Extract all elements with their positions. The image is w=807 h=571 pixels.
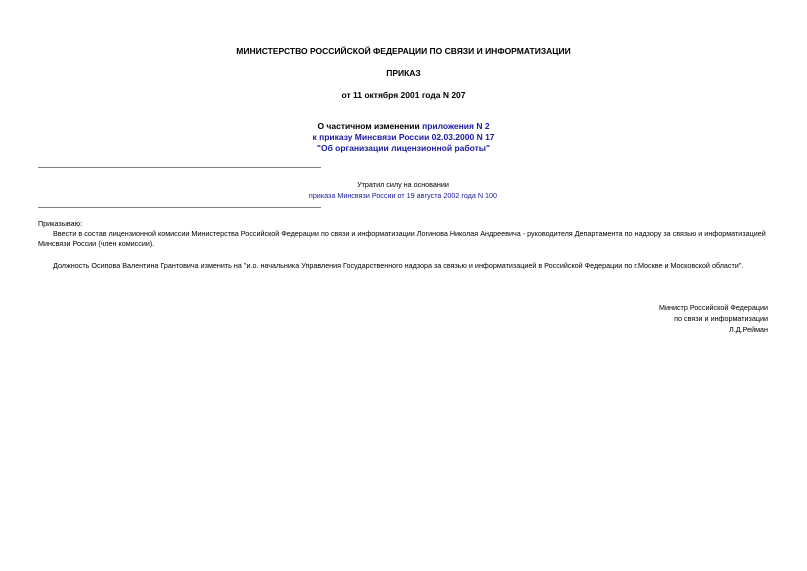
signature-title-line-1: Министр Российской Федерации <box>658 303 768 312</box>
signature-name: Л.Д.Рейман <box>729 325 768 334</box>
paragraph-2-text: Должность Осипова Валентина Грантовича изменить на "и.о. начальника Управления Государственного надзора за связью и информатизацией в Российской Федерации по г.Москве и Московской области". <box>53 261 744 270</box>
document-type: ПРИКАЗ <box>386 68 421 78</box>
divider-top <box>38 167 321 168</box>
status-note-text: Утратил силу на основании <box>357 180 449 189</box>
subject-prefix: О частичном изменении <box>317 121 423 131</box>
repeal-order-link[interactable]: приказа Минсвязи России от 19 августа 2002 года N 100 <box>308 191 498 200</box>
subject-line-1 <box>0 121 807 132</box>
base-order-link[interactable]: к приказу Минсвязи России 02.03.2000 N 17 <box>312 132 495 142</box>
signature-block <box>659 302 768 335</box>
annex-link[interactable]: приложения N 2 <box>422 121 490 131</box>
divider-bottom <box>38 207 321 208</box>
base-order-title-link[interactable]: "Об организации лицензионной работы" <box>316 143 491 153</box>
paragraph-2 <box>38 261 773 271</box>
order-word: Приказываю: <box>38 219 82 228</box>
paragraph-1 <box>38 229 773 249</box>
ministry-heading: МИНИСТЕРСТВО РОССИЙСКОЙ ФЕДЕРАЦИИ ПО СВЯЗИ И ИНФОРМАТИЗАЦИИ <box>236 46 571 56</box>
order-subject <box>0 121 807 154</box>
signature-title-line-2: по связи и информатизации <box>674 314 768 323</box>
order-date-number: от 11 октября 2001 года N 207 <box>341 90 466 100</box>
paragraph-1-text: Ввести в состав лицензионной комиссии Министерства Российской Федерации по связи и информатизации Логинова Николая Андреевича - руководителя Департамента по надзору за связью и информатизацией Минсвязи России (член комиссии). <box>38 229 766 248</box>
